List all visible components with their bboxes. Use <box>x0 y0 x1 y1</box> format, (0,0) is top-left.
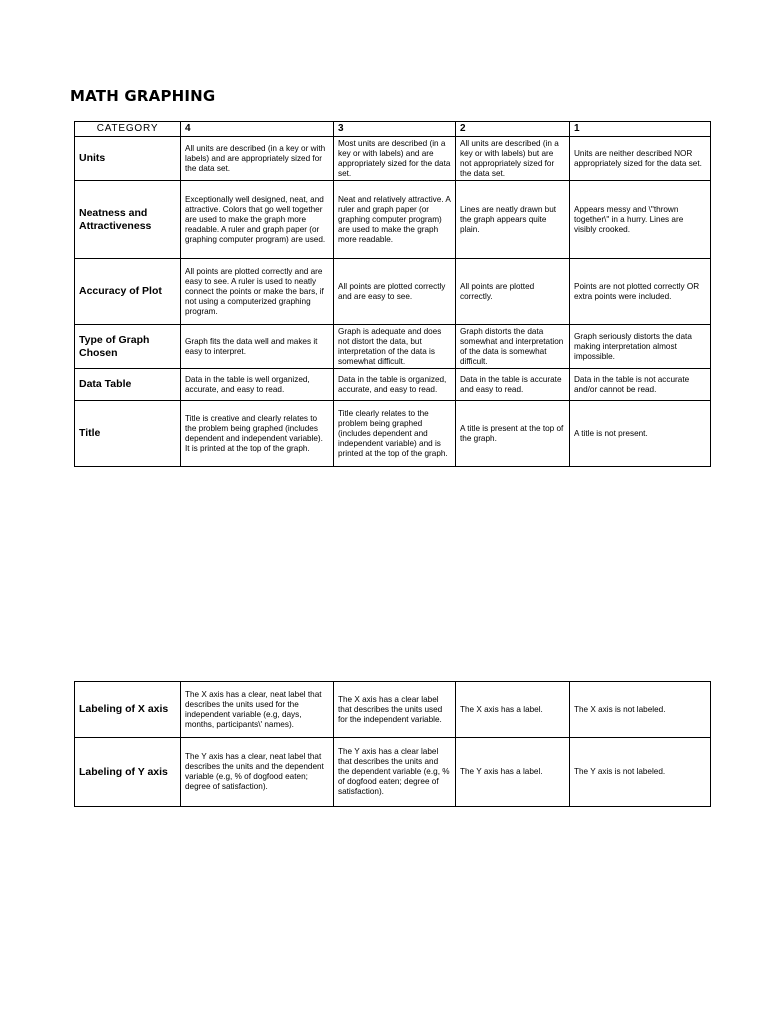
rubric-table <box>74 121 711 467</box>
table-row <box>75 137 711 181</box>
table-cell: The X axis is not labeled. <box>570 682 711 738</box>
table-row <box>75 401 711 467</box>
table-row <box>75 738 711 807</box>
row-category: Accuracy of Plot <box>75 259 181 325</box>
table-cell: Graph is adequate and does not distort the data, but interpretation of the data is somewhat difficult. <box>334 325 456 369</box>
table-cell: Data in the table is organized, accurate, and easy to read. <box>334 369 456 401</box>
table-cell: The X axis has a label. <box>456 682 570 738</box>
row-category: Data Table <box>75 369 181 401</box>
table-cell: The Y axis has a clear label that describes the units and the dependent variable (e.g, % of dogfood eaten; degree of satisfaction). <box>334 738 456 807</box>
table-cell: Title clearly relates to the problem being graphed (includes dependent and independent variable) and is printed at the top of the graph. <box>334 401 456 467</box>
table-cell: Graph seriously distorts the data making interpretation almost impossible. <box>570 325 711 369</box>
table-row <box>75 682 711 738</box>
table-cell: Data in the table is accurate and easy to read. <box>456 369 570 401</box>
table-cell: Neat and relatively attractive. A ruler and graph paper (or graphing computer program) are used to make the graph more readable. <box>334 181 456 259</box>
header-score-2: 2 <box>456 122 570 137</box>
table-cell: A title is present at the top of the graph. <box>456 401 570 467</box>
table-cell: Lines are neatly drawn but the graph appears quite plain. <box>456 181 570 259</box>
header-score-4: 4 <box>181 122 334 137</box>
row-category: Title <box>75 401 181 467</box>
table-cell: Most units are described (in a key or with labels) and are appropriately sized for the data set. <box>334 137 456 181</box>
table-row <box>75 181 711 259</box>
table-header-row <box>75 122 711 137</box>
table-cell: All units are described (in a key or with labels) but are not appropriately sized for the data set. <box>456 137 570 181</box>
table-cell: The Y axis has a label. <box>456 738 570 807</box>
row-category: Type of Graph Chosen <box>75 325 181 369</box>
table-cell: The Y axis is not labeled. <box>570 738 711 807</box>
table-cell: All points are plotted correctly and are easy to see. <box>334 259 456 325</box>
table-cell: The X axis has a clear, neat label that describes the units used for the independent variable (e.g, days, months, participants\' names). <box>181 682 334 738</box>
table-cell: All units are described (in a key or with labels) and are appropriately sized for the data set. <box>181 137 334 181</box>
table-cell: Graph fits the data well and makes it easy to interpret. <box>181 325 334 369</box>
row-category: Neatness and Attractiveness <box>75 181 181 259</box>
header-score-1: 1 <box>570 122 711 137</box>
table-cell: Points are not plotted correctly OR extra points were included. <box>570 259 711 325</box>
table-cell: The X axis has a clear label that describes the units used for the independent variable. <box>334 682 456 738</box>
row-category: Units <box>75 137 181 181</box>
table-cell: Data in the table is not accurate and/or cannot be read. <box>570 369 711 401</box>
table-row <box>75 369 711 401</box>
row-category: Labeling of X axis <box>75 682 181 738</box>
table-cell: Graph distorts the data somewhat and interpretation of the data is somewhat difficult. <box>456 325 570 369</box>
table-cell: All points are plotted correctly and are easy to see. A ruler is used to neatly connect the points or make the bars, if not using a computerized graphing program. <box>181 259 334 325</box>
table-cell: Exceptionally well designed, neat, and attractive. Colors that go well together are used to make the graph more readable. A ruler and graph paper (or graphing computer program) are used. <box>181 181 334 259</box>
axis-labeling-table <box>74 681 711 807</box>
table-cell: Title is creative and clearly relates to the problem being graphed (includes dependent and independent variable). It is printed at the top of the graph. <box>181 401 334 467</box>
row-category: Labeling of Y axis <box>75 738 181 807</box>
table-row <box>75 325 711 369</box>
table-cell: All points are plotted correctly. <box>456 259 570 325</box>
table-cell: Appears messy and \"thrown together\" in a hurry. Lines are visibly crooked. <box>570 181 711 259</box>
table-cell: Units are neither described NOR appropriately sized for the data set. <box>570 137 711 181</box>
table-cell: Data in the table is well organized, accurate, and easy to read. <box>181 369 334 401</box>
header-score-3: 3 <box>334 122 456 137</box>
table-cell: The Y axis has a clear, neat label that describes the units and the dependent variable (e.g, % of dogfood eaten; degree of satisfaction). <box>181 738 334 807</box>
page-title: MATH GRAPHING <box>70 87 216 105</box>
table-cell: A title is not present. <box>570 401 711 467</box>
header-category: CATEGORY <box>75 122 181 137</box>
table-row <box>75 259 711 325</box>
